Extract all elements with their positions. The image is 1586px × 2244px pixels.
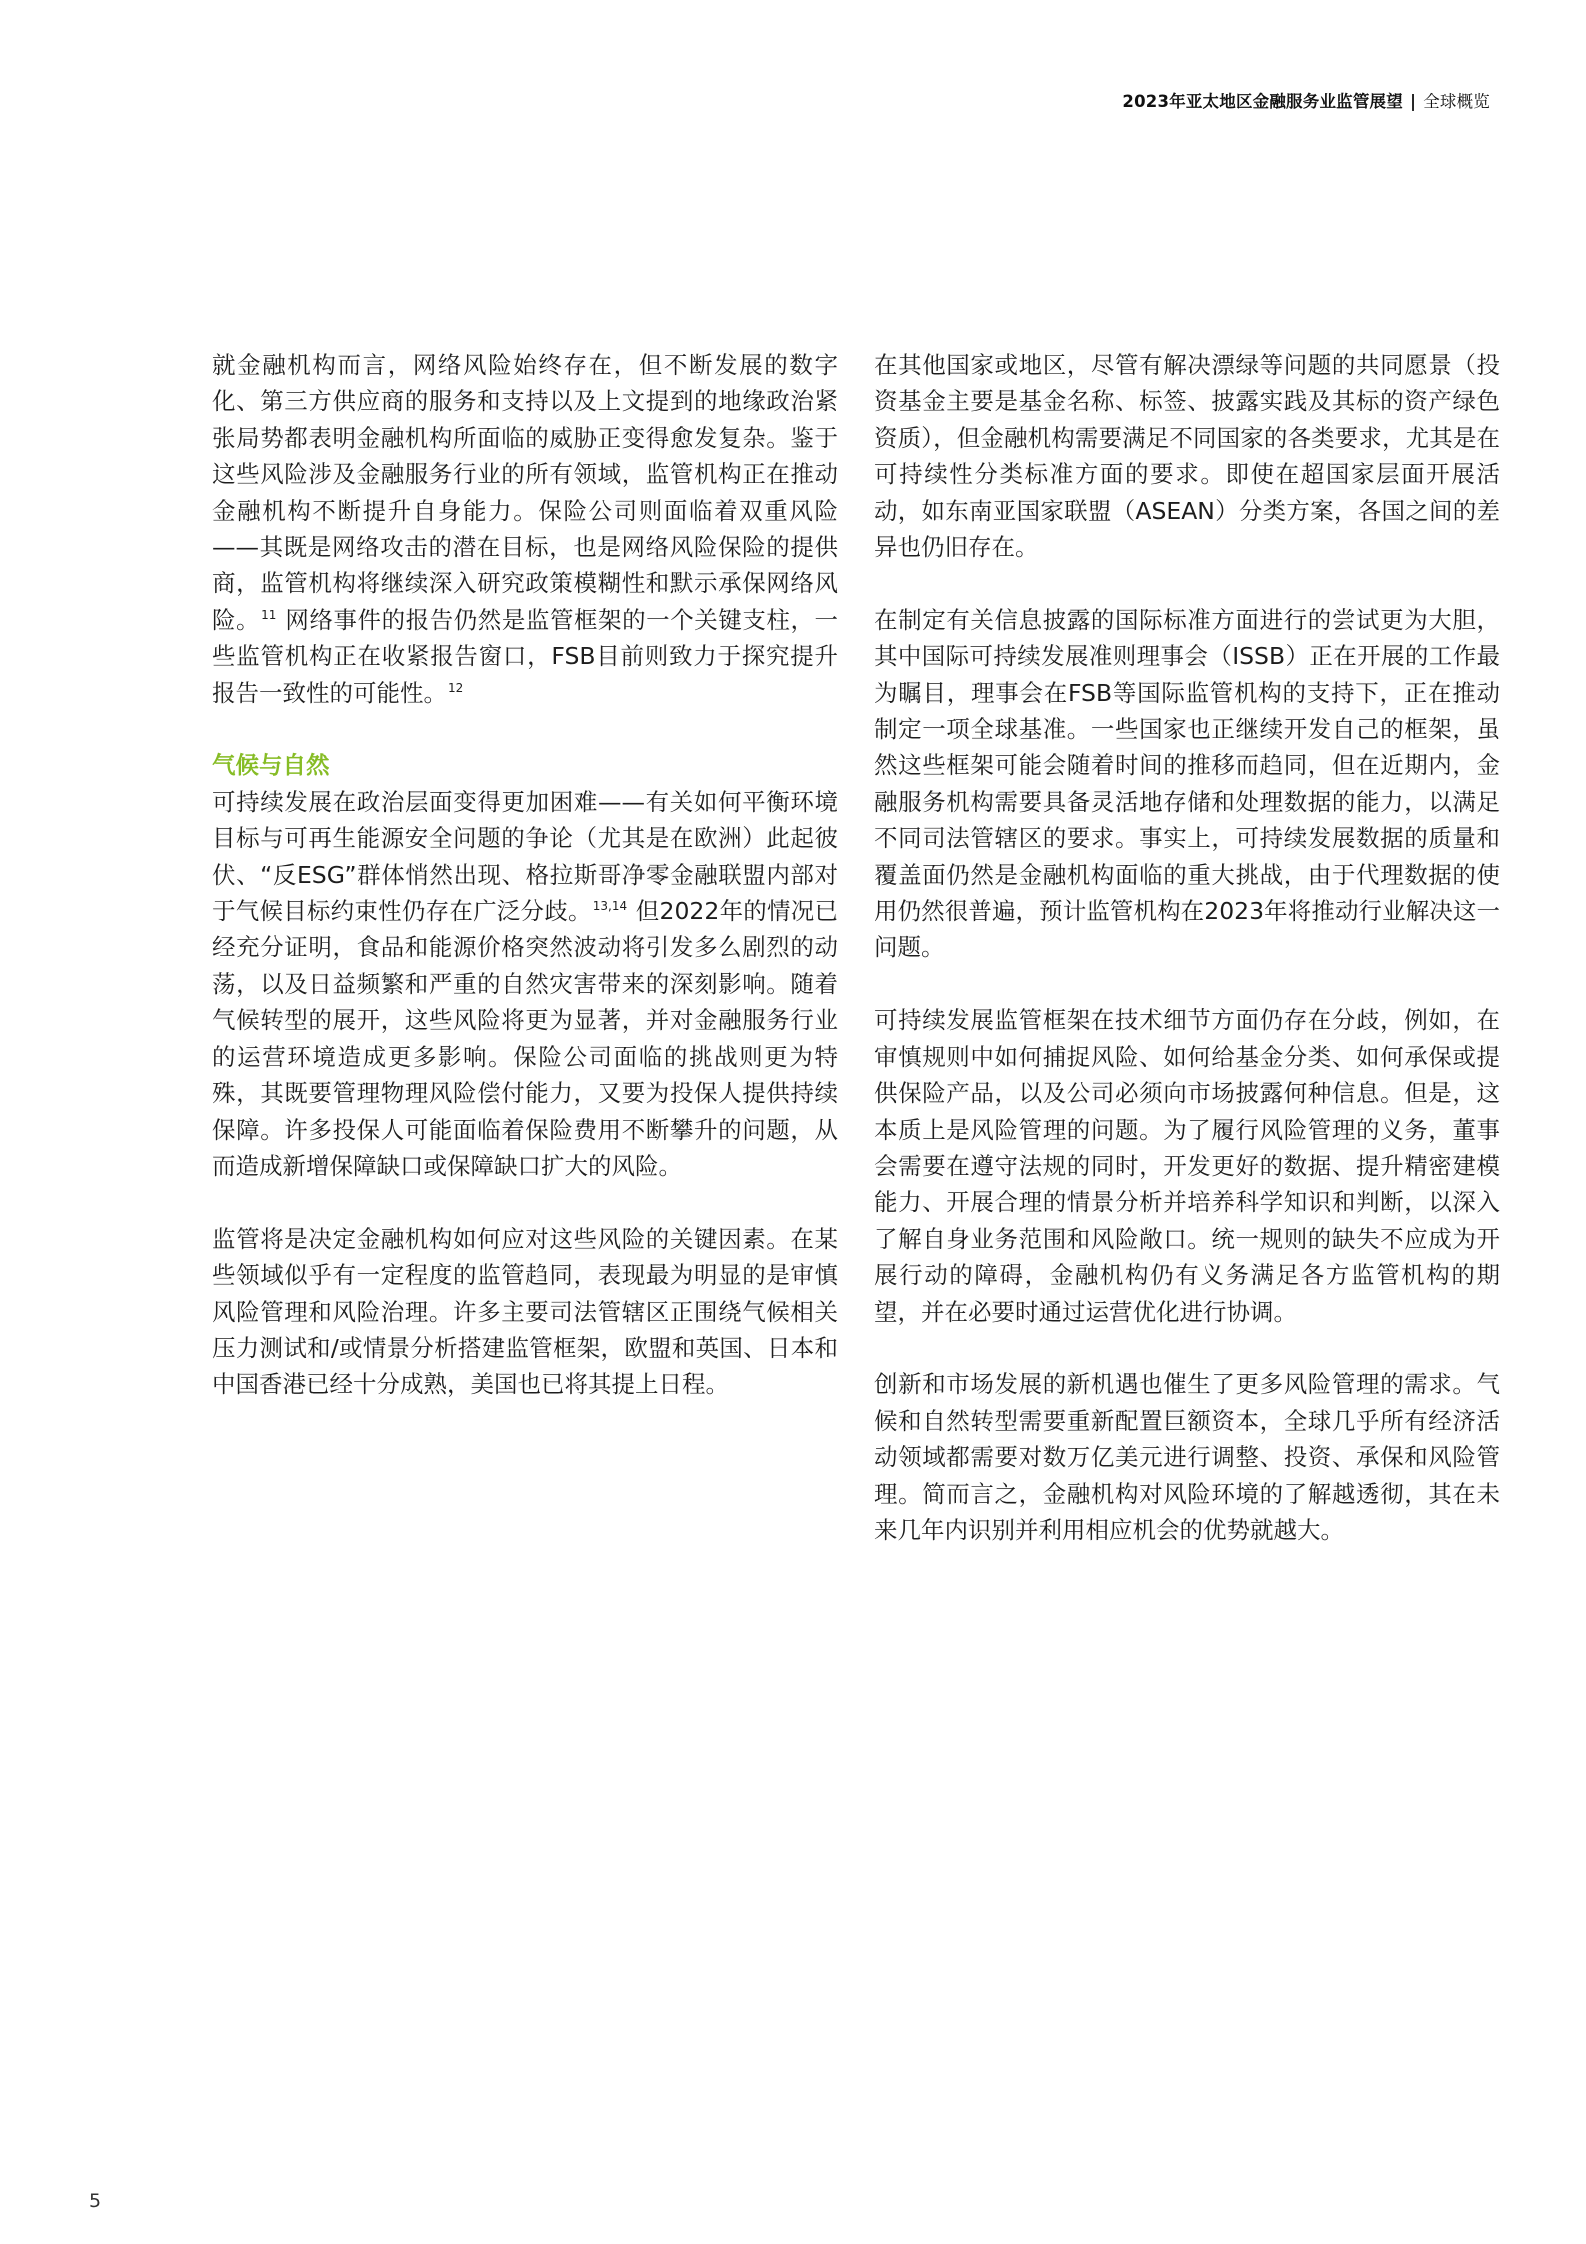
paragraph-greenwashing: 在其他国家或地区，尽管有解决漂绿等问题的共同愿景（投资基金主要是基金名称、标签、披露实践及其标的资产绿色资质），但金融机构需要满足不同国家的各类要求，尤其是在可持续性分类标准方面的要求。即使在超国家层面开展活动，如东南亚国家联盟（ASEAN）分类方案，各国之间的差异也仍旧存在。 bbox=[874, 351, 1500, 562]
section-heading-climate: 气候与自然 bbox=[212, 751, 330, 780]
running-header bbox=[1122, 88, 1490, 112]
left-column bbox=[212, 347, 838, 1403]
paragraph-opportunities: 创新和市场发展的新机遇也催生了更多风险管理的需求。气候和自然转型需要重新配置巨额资本，全球几乎所有经济活动领域都需要对数万亿美元进行调整、投资、承保和风险管理。简而言之，金融机构对风险环境的了解越透彻，其在未来几年内识别并利用相应机会的优势就越大。 bbox=[874, 1370, 1500, 1544]
paragraph-sustainability bbox=[212, 784, 838, 1184]
header-separator: | bbox=[1409, 92, 1417, 111]
footnote-ref: 12 bbox=[448, 680, 464, 695]
paragraph-cyber-risk bbox=[212, 347, 838, 711]
page-number: 5 bbox=[89, 2190, 102, 2212]
footnote-ref: 13,14 bbox=[592, 899, 628, 914]
paragraph-text: 可持续发展在政治层面变得更加困难——有关如何平衡环境目标与可再生能源安全问题的争论（尤其是在欧洲）此起彼伏、“反ESG”群体悄然出现、格拉斯哥净零金融联盟内部对于气候目标约束性仍存在广泛分歧。 bbox=[212, 787, 838, 926]
right-column bbox=[874, 347, 1500, 1548]
footnote-ref: 11 bbox=[261, 607, 277, 622]
paragraph-regulation: 监管将是决定金融机构如何应对这些风险的关键因素。在某些领域似乎有一定程度的监管趋同，表现最为明显的是审慎风险管理和风险治理。许多主要司法管辖区正围绕气候相关压力测试和/或情景分析搭建监管框架，欧盟和英国、日本和中国香港已经十分成熟，美国也已将其提上日程。 bbox=[212, 1224, 838, 1399]
paragraph-framework-divergence: 可持续发展监管框架在技术细节方面仍存在分歧，例如，在审慎规则中如何捕捉风险、如何给基金分类、如何承保或提供保险产品，以及公司必须向市场披露何种信息。但是，这本质上是风险管理的问题。为了履行风险管理的义务，董事会需要在遵守法规的同时，开发更好的数据、提升精密建模能力、开展合理的情景分析并培养科学知识和判断，以深入了解自身业务范围和风险敞口。统一规则的缺失不应成为开展行动的障碍，金融机构仍有义务满足各方监管机构的期望，并在必要时通过运营优化进行协调。 bbox=[874, 1006, 1500, 1326]
paragraph-text: 但2022年的情况已经充分证明，食品和能源价格突然波动将引发多么剧烈的动荡，以及日益频繁和严重的自然灾害带来的深刻影响。随着气候转型的展开，这些风险将更为显著，并对金融服务行业的运营环境造成更多影响。保险公司面临的挑战则更为特殊，其既要管理物理风险偿付能力，又要为投保人提供持续保障。许多投保人可能面临着保险费用不断攀升的问题，从而造成新增保障缺口或保障缺口扩大的风险。 bbox=[212, 897, 839, 1180]
paragraph-text: 就金融机构而言，网络风险始终存在，但不断发展的数字化、第三方供应商的服务和支持以及上文提到的地缘政治紧张局势都表明金融机构所面临的威胁正变得愈发复杂。鉴于这些风险涉及金融服务行业的所有领域，监管机构正在推动金融机构不断提升自身能力。保险公司则面临着双重风险——其既是网络攻击的潜在目标，也是网络风险保险的提供商，监管机构将继续深入研究政策模糊性和默示承保网络风险。 bbox=[212, 351, 838, 634]
paragraph-issb-standards: 在制定有关信息披露的国际标准方面进行的尝试更为大胆，其中国际可持续发展准则理事会（ISSB）正在开展的工作最为瞩目，理事会在FSB等国际监管机构的支持下，正在推动制定一项全球基准。一些国家也正继续开发自己的框架，虽然这些框架可能会随着时间的推移而趋同，但在近期内，金融服务机构需要具备灵活地存储和处理数据的能力，以满足不同司法管辖区的要求。事实上，可持续发展数据的质量和覆盖面仍然是金融机构面临的重大挑战，由于代理数据的使用仍然很普遍，预计监管机构在2023年将推动行业解决这一问题。 bbox=[874, 605, 1500, 962]
paragraph-text: 网络事件的报告仍然是监管框架的一个关键支柱，一些监管机构正在收紧报告窗口，FSB目前则致力于探究提升报告一致性的可能性。 bbox=[212, 605, 838, 707]
report-title: 2023年亚太地区金融服务业监管展望 bbox=[1122, 92, 1403, 111]
section-name: 全球概览 bbox=[1423, 92, 1490, 111]
